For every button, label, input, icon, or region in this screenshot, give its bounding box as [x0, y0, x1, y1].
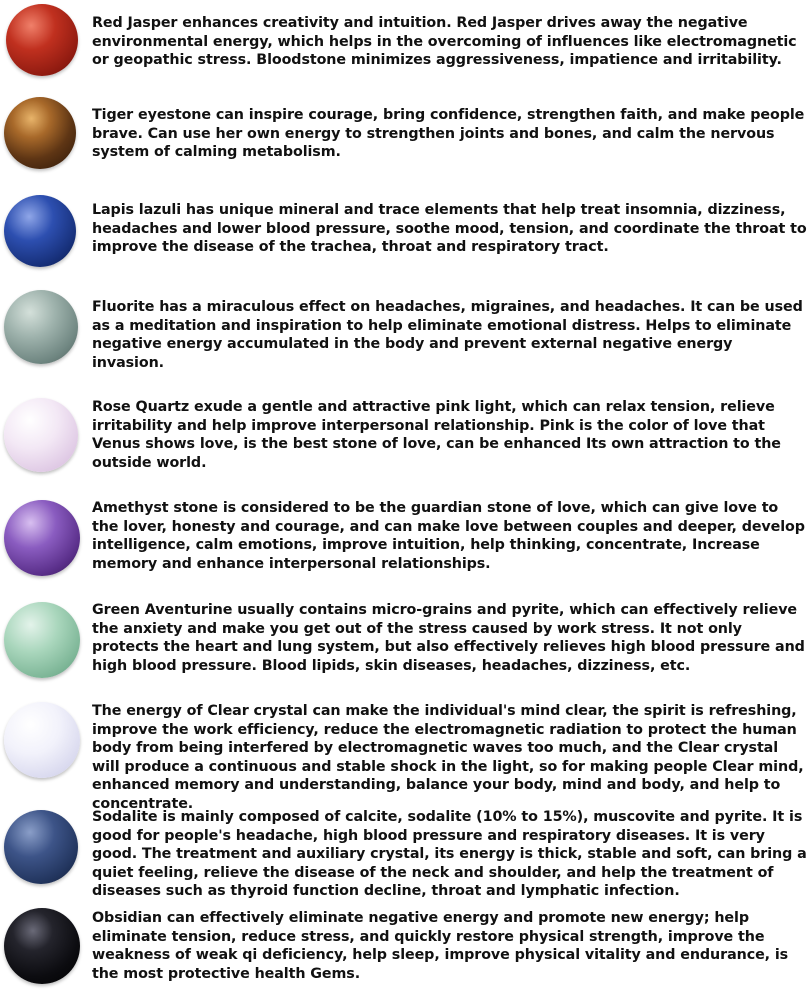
stone-description: Red Jasper enhances creativity and intuition. Red Jasper drives away the negative environmental energy, which helps in the overcoming of influences like electromagnetic or geopathic stress. Bloodstone minimizes aggressiveness, impatience and irritability.: [92, 15, 797, 68]
green-aventurine-sphere-icon: [4, 602, 80, 678]
tiger-eye-sphere-icon: [4, 97, 76, 169]
rose-quartz-sphere-icon: [4, 398, 78, 472]
stone-description: Amethyst stone is considered to be the guardian stone of love, which can give love to the lover, honesty and courage, and can make love between couples and deeper, develop intelligence, calm emotions, improve intuition, help thinking, concentrate, Increase memory and enhance interpersonal relationships.: [92, 500, 805, 572]
stone-description: Fluorite has a miraculous effect on headaches, migraines, and headaches. It can be used as a meditation and inspiration to help eliminate emotional distress. Helps to eliminate negative energy accumulated in the body and prevent external negative energy invasion.: [92, 299, 803, 371]
obsidian-sphere-icon: [4, 908, 80, 984]
stone-description: Tiger eyestone can inspire courage, bring confidence, strengthen faith, and make people brave. Can use her own energy to strengthen joints and bones, and calm the nervous system of calming metabolism.: [92, 107, 805, 160]
fluorite-sphere-icon: [4, 290, 78, 364]
lapis-lazuli-sphere-icon: [4, 195, 76, 267]
red-jasper-sphere-icon: [6, 4, 78, 76]
stone-description: The energy of Clear crystal can make the individual's mind clear, the spirit is refreshing, improve the work efficiency, reduce the electromagnetic radiation to protect the human body from being interfered by electromagnetic waves too much, and the Clear crystal will produce a continuous and stable shock in the light, so for making people Clear mind, enhanced memory and understanding, balance your body, mind and body, and help to concentrate.: [92, 703, 804, 812]
clear-crystal-sphere-icon: [4, 702, 80, 778]
stone-description: Sodalite is mainly composed of calcite, sodalite (10% to 15%), muscovite and pyrite. It is good for people's headache, high blood pressure and respiratory diseases. It is very good. The treatment and auxiliary crystal, its energy is thick, stable and soft, can bring a quiet feeling, relieve the disease of the neck and shoulder, and help the treatment of diseases such as thyroid function decline, throat and lymphatic infection.: [92, 809, 807, 899]
stone-description: Lapis lazuli has unique mineral and trace elements that help treat insomnia, dizziness, headaches and lower blood pressure, soothe mood, tension, and coordinate the throat to improve the disease of the trachea, throat and respiratory tract.: [92, 202, 807, 255]
sodalite-sphere-icon: [4, 810, 78, 884]
stone-description: Obsidian can effectively eliminate negative energy and promote new energy; help eliminate tension, reduce stress, and quickly restore physical strength, improve the weakness of weak qi deficiency, help sleep, improve physical vitality and endurance, is the most protective health Gems.: [92, 910, 789, 982]
stone-description: Green Aventurine usually contains micro-grains and pyrite, which can effectively relieve the anxiety and make you get out of the stress caused by work stress. It not only protects the heart and lung system, but also effectively relieves high blood pressure and high blood pressure. Blood lipids, skin diseases, headaches, dizziness, etc.: [92, 602, 805, 674]
stone-description: Rose Quartz exude a gentle and attractive pink light, which can relax tension, relieve irritability and help improve interpersonal relationship. Pink is the color of love that Venus shows love, is the best stone of love, can be enhanced Its own attraction to the outside world.: [92, 399, 781, 471]
amethyst-sphere-icon: [4, 500, 80, 576]
